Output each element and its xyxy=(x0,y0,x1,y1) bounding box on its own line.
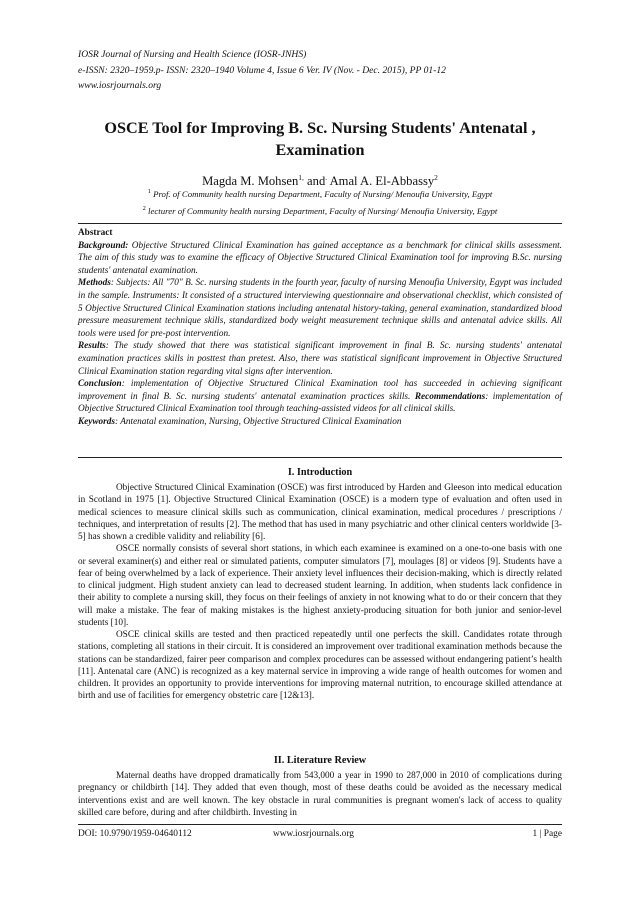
keywords-label: Keywords xyxy=(78,416,115,427)
author-and-sup: . xyxy=(325,173,328,182)
abstract-background xyxy=(78,240,562,278)
journal-url[interactable]: www.iosrjournals.org xyxy=(78,80,162,91)
intro-paragraph-2: OSCE normally consists of several short stations, in which each examinee is examined on a one-to-one basis with one or several examiner(s) and either real or simulated patients, computer simulators [7], moulages [8] or videos [9]. Students have a fear of being overwhelmed by a lack of experience. Their anxiety level influences their decision-making, which is directly related to clinical judgment. High student anxiety can lead to decreased student learning. In addition, when students lack confidence in their ability to complete a nursing skill, they focus on their feelings of anxiety in not knowing what to do or their concern that they will make a mistake. The fear of making mistakes is the highest anxiety-producing situation for both junior and senior-level students [10]. xyxy=(78,544,562,628)
background-text: Objective Structured Clinical Examination has gained acceptance as a benchmark for clinical skills assessment. The aim of this study was to examine the efficacy of Objective Structured Clinical Examination tool for improving B.Sc. nursing students' antenatal examination. xyxy=(78,240,562,276)
affiliation-2-text: lecturer of Community health nursing Department, Faculty of Nursing/ Menoufia University, Egypt xyxy=(145,205,498,216)
abstract-top-rule xyxy=(78,223,562,224)
section-2-body xyxy=(78,770,562,819)
abstract-conclusion xyxy=(78,378,562,416)
background-label: Background: xyxy=(78,240,129,251)
abstract-keywords xyxy=(78,416,562,429)
recommendations-text: : implementation of Objective Structured Clinical Examination tool through teaching-assisted videos for all clinical skills. xyxy=(78,391,563,415)
journal-issn: e-ISSN: 2320–1959.p- ISSN: 2320–1940 Volume 4, Issue 6 Ver. IV (Nov. - Dec. 2015), PP 01-12 xyxy=(78,64,446,76)
methods-label: Methods xyxy=(78,278,111,289)
intro-paragraph-3: OSCE clinical skills are tested and then practiced repeatedly until one perfects the skill. Candidates rotate through stations, completing all stations in their circuit. It is considered an improvement over traditional examination methods because the stations can be standardized, fairer peer comparison and complex procedures can be assessed without endangering patient’s health [11]. Antenatal care (ANC) is recognized as a key maternal service in improving a wide range of health outcomes for women and children. It provides an opportunity to provide interventions for improving maternal nutrition, to encourage skilled attendance at birth and use of facilities for emergency obstetric care [12&13]. xyxy=(78,630,562,702)
results-text: : The study showed that there was statistical significant improvement in final B. Sc. nursing students' antenatal examination practices skills in posttest than pretest. Also, there was statistical significant improvement in Objective Structured Clinical Examination station regarding vital signs after intervention. xyxy=(78,341,562,377)
recommendations-label: Recommendations xyxy=(414,391,486,402)
keywords-text: : Antenatal examination, Nursing, Objective Structured Clinical Examination xyxy=(115,416,402,427)
author-1-sup: 1, xyxy=(298,173,304,182)
conclusion-label: Conclusion xyxy=(78,379,122,390)
footer-page-number: 1 | Page xyxy=(532,829,562,839)
author-2: Amal A. El-Abbassy xyxy=(327,174,435,189)
section-1-heading: I. Introduction xyxy=(287,467,353,478)
section-2-heading: II. Literature Review xyxy=(273,755,367,766)
abstract xyxy=(78,227,562,429)
abstract-results xyxy=(78,340,562,378)
abstract-methods xyxy=(78,277,562,340)
footer-url[interactable]: www.iosrjournals.org xyxy=(273,829,354,839)
journal-header xyxy=(78,47,562,94)
methods-text: : Subjects: All "70" B. Sc. nursing students in the fourth year, faculty of nursing Menoufia University, Egypt was included in the sample. Instruments: It consisted of a structured interviewing questionnaire and observational checklist, which consisted of 5 Objective Structured Clinical Examination stations including antenatal history-taking, general examination, standardized blood pressure measurement technique skills, standardized body weight measurement technique skills and antenatal advice skills. All tools were used for pre-post intervention. xyxy=(78,278,562,339)
intro-paragraph-1: Objective Structured Clinical Examination (OSCE) was first introduced by Harden and Gleeson into medical education in Scotland in 1975 [1]. Objective Structured Clinical Examination (OSCE) is a modern type of evaluation and often used in medical sciences to measure clinical skills such as communication, clinical examination, medical procedures / prescriptions / techniques, and interpretation of results [2]. The method that has used in many psychiatric and other clinical centers worldwide [3-5] has shown a credible validity and reliability [6]. xyxy=(78,483,562,542)
affiliation-2-sup: 2 xyxy=(142,205,146,212)
affiliation-1-sup: 1 xyxy=(147,188,151,195)
literature-paragraph-1: Maternal deaths have dropped dramatically from 543,000 a year in 1990 to 287,000 in 2010 of complications during pregnancy or childbirth [14]. They added that even though, most of these deaths could be avoided as the necessary medical interventions exist and are well known. The key obstacle in rural communities is pregnant women's lack of access to quality skilled care before, during and after childbirth. Investing in xyxy=(78,771,562,818)
paper-title: OSCE Tool for Improving B. Sc. Nursing Students' Antenatal , Examination xyxy=(104,119,536,159)
affiliation-1 xyxy=(78,186,562,200)
footer-doi[interactable]: DOI: 10.9790/1959-04640112 xyxy=(78,829,192,839)
abstract-bottom-rule xyxy=(78,457,562,458)
author-1: Magda M. Mohsen xyxy=(202,174,299,189)
results-label: Results xyxy=(78,341,106,352)
footer-rule xyxy=(78,824,562,825)
affiliation-2 xyxy=(78,203,562,217)
journal-name: IOSR Journal of Nursing and Health Science (IOSR-JNHS) xyxy=(78,49,307,60)
abstract-heading: Abstract xyxy=(78,228,113,238)
author-2-sup: 2 xyxy=(434,173,438,182)
author-and: and xyxy=(303,174,326,189)
section-1-body xyxy=(78,482,562,703)
affiliation-1-text: Prof. of Community health nursing Department, Faculty of Nursing/ Menoufia University, Egypt xyxy=(150,188,493,199)
conclusion-text: : implementation of Objective Structured Clinical Examination tool has succeeded in achieving significant improvement in final B. Sc. nursing students' antenatal examination practices skills. xyxy=(78,379,562,402)
